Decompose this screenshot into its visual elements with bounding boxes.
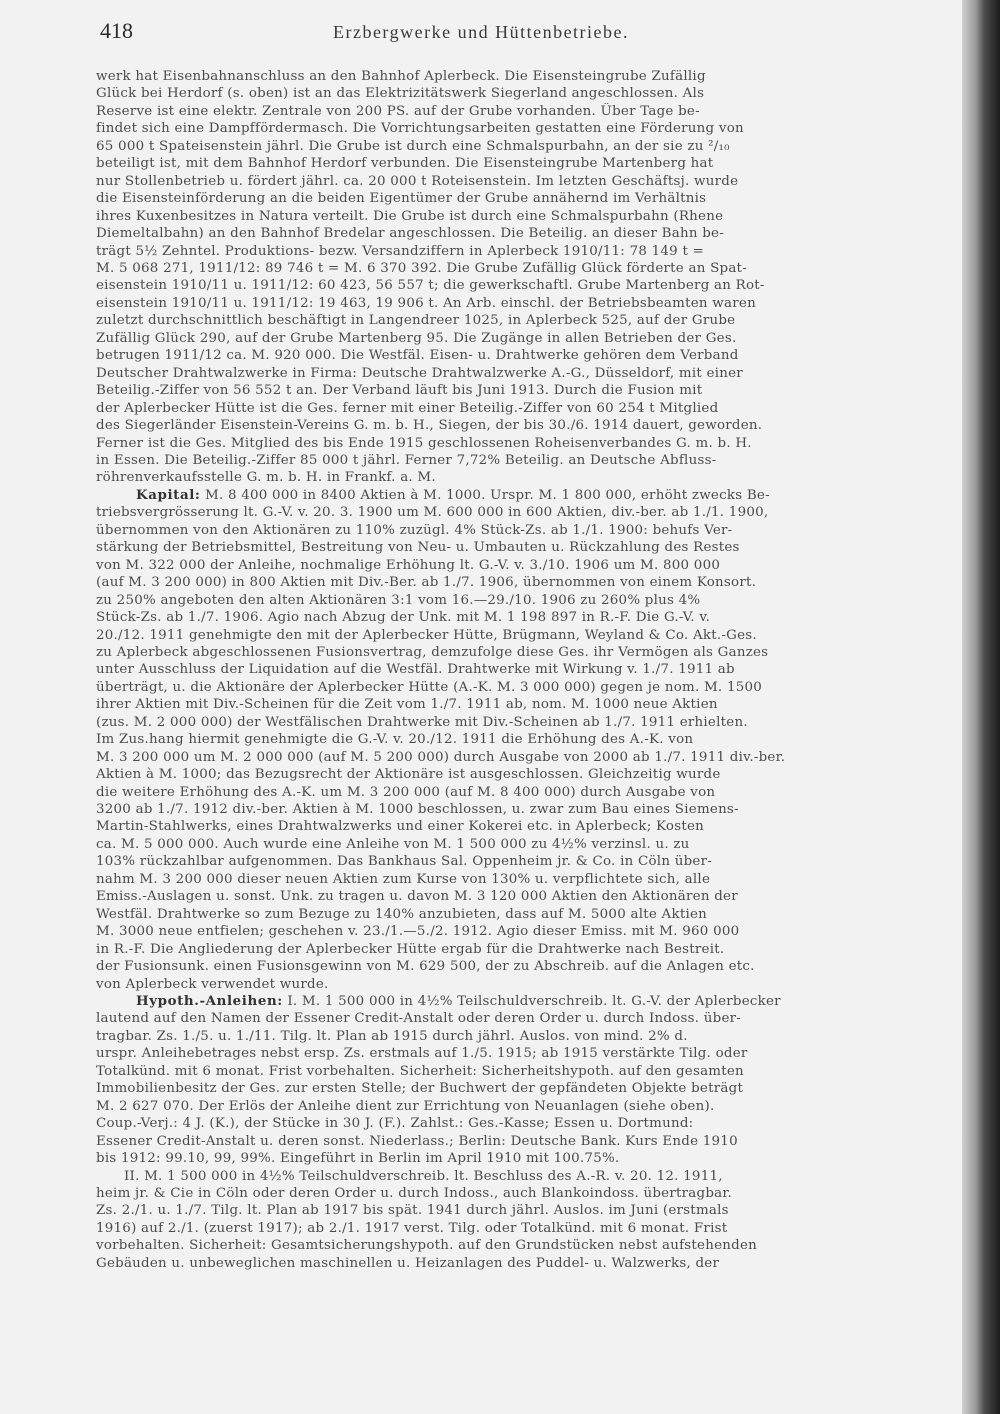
kapital-paragraph-start xyxy=(96,487,922,504)
text-line: Essener Credit-Anstalt u. deren sonst. Niederlass.; Berlin: Deutsche Bank. Kurs Ende 1910 xyxy=(96,1133,738,1149)
text-line: Aktien à M. 1000; das Bezugsrecht der Aktionäre ist ausgeschlossen. Gleichzeitig wurde xyxy=(96,767,721,783)
text-line: ihrer Aktien mit Div.-Scheinen für die Zeit vom 1./7. 1911 ab, nom. M. 1000 neue Aktien xyxy=(96,697,718,713)
text-line: M. 3 200 000 um M. 2 000 000 (auf M. 5 200 000) durch Ausgabe von 2000 ab 1./7. 1911 div.-ber. xyxy=(96,749,786,765)
text-line: werk hat Eisenbahnanschluss an den Bahnhof Aplerbeck. Die Eisensteingrube Zufällig xyxy=(96,69,706,84)
text-line: eisenstein 1910/11 u. 1911/12: 60 423, 56 557 t; die gewerkschaftl. Grube Martenberg an Rot- xyxy=(96,278,765,294)
text-line: Zs. 2./1. u. 1./7. Tilg. lt. Plan ab 1917 bis spät. 1941 durch jährl. Auslos. im Juni (erstmals xyxy=(96,1203,729,1219)
text-line: triebsvergrösserung lt. G.-V. v. 20. 3. 1900 um M. 600 000 in 600 Aktien, div.-ber. ab 1./1. 1900, xyxy=(96,505,769,521)
text-line: zu 250% angeboten den alten Aktionären 3:1 vom 16.—29./10. 1906 zu 260% plus 4% xyxy=(96,592,701,608)
text-line: trägt 5½ Zehntel. Produktions- bezw. Versandziffern in Aplerbeck 1910/11: 78 149 t = xyxy=(96,243,705,259)
text-line: (zus. M. 2 000 000) der Westfälischen Drahtwerke mit Div.-Scheinen ab 1./7. 1911 erhielten. xyxy=(96,714,748,730)
text-line: I. M. 1 500 000 in 4½% Teilschuldverschreib. lt. G.-V. der Aplerbecker xyxy=(287,994,781,1010)
text-line: Im Zus.hang hiermit genehmigte die G.-V. v. 20./12. 1911 die Erhöhung des A.-K. von xyxy=(96,732,694,748)
text-line: Coup.-Verj.: 4 J. (K.), der Stücke in 30 J. (F.). Zahlst.: Ges.-Kasse; Essen u. Dortmund: xyxy=(96,1116,694,1132)
text-line: der Fusionsunk. einen Fusionsgewinn von M. 629 500, der zu Abschreib. auf die Anlagen etc. xyxy=(96,959,755,975)
text-line: röhrenverkaufsstelle G. m. b. H. in Frankf. a. M. xyxy=(96,470,436,486)
text-line: (auf M. 3 200 000) in 800 Aktien mit Div.-Ber. ab 1./7. 1906, übernommen von einem Konsort. xyxy=(96,575,757,591)
text-line: findet sich eine Dampffördermasch. Die Vorrichtungsarbeiten gestatten eine Förderung von xyxy=(96,121,744,137)
text-line: zuletzt durchschnittlich beschäftigt in Langendreer 1025, in Aplerbeck 525, auf der Grube xyxy=(96,313,736,329)
text-line: 3200 ab 1./7. 1912 div.-ber. Aktien à M. 1000 beschlossen, u. zwar zum Bau eines Siemens- xyxy=(96,802,739,818)
text-line: Immobilienbesitz der Ges. zur ersten Stelle; der Buchwert der gepfändeten Objekte beträgt xyxy=(96,1081,744,1097)
text-line: stärkung der Betriebsmittel, Bestreitung von Neu- u. Umbauten u. Rückzahlung des Restes xyxy=(96,540,740,556)
text-line: eisenstein 1910/11 u. 1911/12: 19 463, 19 906 t. An Arb. einschl. der Betriebsbeamten waren xyxy=(96,295,756,311)
text-line: ca. M. 5 000 000. Auch wurde eine Anleihe von M. 1 500 000 zu 4½% verzinsl. u. zu xyxy=(96,836,690,852)
text-line: übernommen von den Aktionären zu 110% zuzügl. 4% Stück-Zs. ab 1./1. 1900: behufs Ver- xyxy=(96,522,733,538)
text-line: ihres Kuxenbesitzes in Natura verteilt. Die Grube ist durch eine Schmalspurbahn (Rhene xyxy=(96,208,724,224)
text-line: Zufällig Glück 290, auf der Grube Martenberg 95. Die Zugänge in allen Betrieben der Ges. xyxy=(96,330,737,346)
text-line: von Aplerbeck verwendet wurde. xyxy=(96,976,329,992)
text-line: von M. 322 000 der Anleihe, nochmalige Erhöhung lt. G.-V. v. 3./10. 1906 um M. 800 000 xyxy=(96,557,721,573)
text-line: 20./12. 1911 genehmigte den mit der Aplerbecker Hütte, Brügmann, Weyland & Co. Akt.-Ges. xyxy=(96,627,757,643)
text-line: Beteilig.-Ziffer von 56 552 t an. Der Verband läuft bis Juni 1913. Durch die Fusion mit xyxy=(96,383,703,399)
text-line: Westfäl. Drahtwerke so zum Bezuge zu 140% anzubieten, dass auf M. 5000 alte Aktien xyxy=(96,906,708,922)
hypoth-paragraph-start xyxy=(96,993,922,1010)
text-line: Stück-Zs. ab 1./7. 1906. Agio nach Abzug der Unk. mit M. 1 198 897 in R.-F. Die G.-V. v. xyxy=(96,610,711,626)
text-line: urspr. Anleihebetrages nebst ersp. Zs. erstmals auf 1./5. 1915; ab 1915 verstärkte Tilg. oder xyxy=(96,1046,748,1062)
text-line: in R.-F. Die Angliederung der Aplerbecker Hütte ergab für die Drahtwerke nach Bestreit. xyxy=(96,941,725,957)
kapital-heading: Kapital: xyxy=(136,486,201,503)
hypoth-ii-paragraph-start: II. M. 1 500 000 in 4½% Teilschuldverschreib. lt. Beschluss des A.-R. v. 20. 12. 1911, xyxy=(124,1168,723,1184)
text-line: tragbar. Zs. 1./5. u. 1./11. Tilg. lt. Plan ab 1915 durch jährl. Auslos. von mind. 2% d. xyxy=(96,1028,688,1044)
text-line: beteiligt ist, mit dem Bahnhof Herdorf verbunden. Die Eisensteingrube Martenberg hat xyxy=(96,156,714,172)
text-line: überträgt, u. die Aktionäre der Aplerbecker Hütte (A.-K. M. 3 000 000) gegen je nom. M. 1500 xyxy=(96,679,763,695)
text-line: zu Aplerbeck abgeschlossenen Fusionsvertrag, demzufolge diese Ges. ihr Vermögen als Ganzes xyxy=(96,644,769,660)
text-line: die weitere Erhöhung des A.-K. um M. 3 200 000 (auf M. 8 400 000) durch Ausgabe von xyxy=(96,784,716,800)
text-line: betrugen 1911/12 ca. M. 920 000. Die Westfäl. Eisen- u. Drahtwerke gehören dem Verband xyxy=(96,348,739,364)
text-line: M. 3000 neue entfielen; geschehen v. 23./1.—5./2. 1912. Agio dieser Emiss. mit M. 960 000 xyxy=(96,924,740,940)
text-line: Deutscher Drahtwalzwerke in Firma: Deutsche Drahtwalzwerke A.-G., Düsseldorf, mit einer xyxy=(96,365,743,381)
text-line: Martin-Stahlwerks, eines Drahtwalzwerks und einer Kokerei etc. in Aplerbeck; Kosten xyxy=(96,819,705,835)
text-line: Totalkünd. mit 6 monat. Frist vorbehalten. Sicherheit: Sicherheitshypoth. auf den gesamten xyxy=(96,1063,744,1079)
text-line: 1916) auf 2./1. (zuerst 1917); ab 2./1. 1917 verst. Tilg. oder Totalkünd. mit 6 monat. Frist xyxy=(96,1220,728,1236)
text-line: M. 5 068 271, 1911/12: 89 746 t = M. 6 370 392. Die Grube Zufällig Glück förderte an Spat- xyxy=(96,260,747,276)
text-line: Diemeltalbahn) an den Bahnhof Bredelar angeschlossen. Die Beteilig. an dieser Bahn be- xyxy=(96,226,724,242)
text-line: M. 2 627 070. Der Erlös der Anleihe dient zur Errichtung von Neuanlagen (siehe oben). xyxy=(96,1098,715,1114)
text-line: die Eisensteinförderung an die beiden Eigentümer der Grube annähernd im Verhältnis xyxy=(96,191,707,207)
running-head: Erzbergwerke und Hüttenbetriebe. xyxy=(332,22,630,42)
text-line: nahm M. 3 200 000 dieser neuen Aktien zum Kurse von 130% u. verpflichtete sich, alle xyxy=(96,871,711,887)
text-line: Ferner ist die Ges. Mitglied des bis Ende 1915 geschlossenen Roheisenverbandes G. m. b. H. xyxy=(96,435,752,451)
text-line: unter Ausschluss der Liquidation auf die Westfäl. Drahtwerke mit Wirkung v. 1./7. 1911 ab xyxy=(96,662,735,678)
text-line: 65 000 t Spateisenstein jährl. Die Grube ist durch eine Schmalspurbahn, an der sie zu ²/₁₀ xyxy=(96,138,730,154)
text-line: M. 8 400 000 in 8400 Aktien à M. 1000. Urspr. M. 1 800 000, erhöht zwecks Be- xyxy=(204,487,770,503)
text-line: Gebäuden u. unbeweglichen maschinellen u. Heizanlagen des Puddel- u. Walzwerks, der xyxy=(96,1255,720,1271)
page-number: 418 xyxy=(100,18,133,43)
body-text xyxy=(96,68,922,1272)
text-line: Reserve ist eine elektr. Zentrale von 200 PS. auf der Grube vorhanden. Über Tage be- xyxy=(96,103,700,119)
text-line: bis 1912: 99.10, 99, 99%. Eingeführt in Berlin im April 1910 mit 100.75%. xyxy=(96,1151,620,1167)
text-line: lautend auf den Namen der Essener Credit-Anstalt oder deren Order u. durch Indoss. über- xyxy=(96,1011,742,1027)
text-line: Emiss.-Auslagen u. sonst. Unk. zu tragen u. davon M. 3 120 000 Aktien den Aktionären der xyxy=(96,889,738,905)
text-line: heim jr. & Cie in Cöln oder deren Order u. durch Indoss., auch Blankoindoss. übertragbar. xyxy=(96,1186,733,1201)
text-line: vorbehalten. Sicherheit: Gesamtsicherungshypoth. auf den Grundstücken nebst aufstehenden xyxy=(96,1238,758,1254)
hypoth-heading: Hypoth.-Anleihen: xyxy=(136,993,283,1010)
text-line: 103% rückzahlbar aufgenommen. Das Bankhaus Sal. Oppenheim jr. & Co. in Cöln über- xyxy=(96,854,713,870)
text-line: der Aplerbecker Hütte ist die Ges. ferner mit einer Beteilig.-Ziffer von 60 254 t Mitglied xyxy=(96,400,719,416)
text-line: des Siegerländer Eisenstein-Vereins G. m. b. H., Siegen, der bis 30./6. 1914 dauert, geworden. xyxy=(96,418,763,434)
text-line: nur Stollenbetrieb u. fördert jährl. ca. 20 000 t Roteisenstein. Im letzten Geschäftsj. wurde xyxy=(96,173,739,189)
text-line: Glück bei Herdorf (s. oben) ist an das Elektrizitätswerk Siegerland angeschlossen. Als xyxy=(96,86,705,102)
text-line: in Essen. Die Beteilig.-Ziffer 85 000 t jährl. Ferner 7,72% Beteilig. an Deutsche Abfluss- xyxy=(96,452,717,468)
page-edge-shadow xyxy=(962,0,1000,1414)
